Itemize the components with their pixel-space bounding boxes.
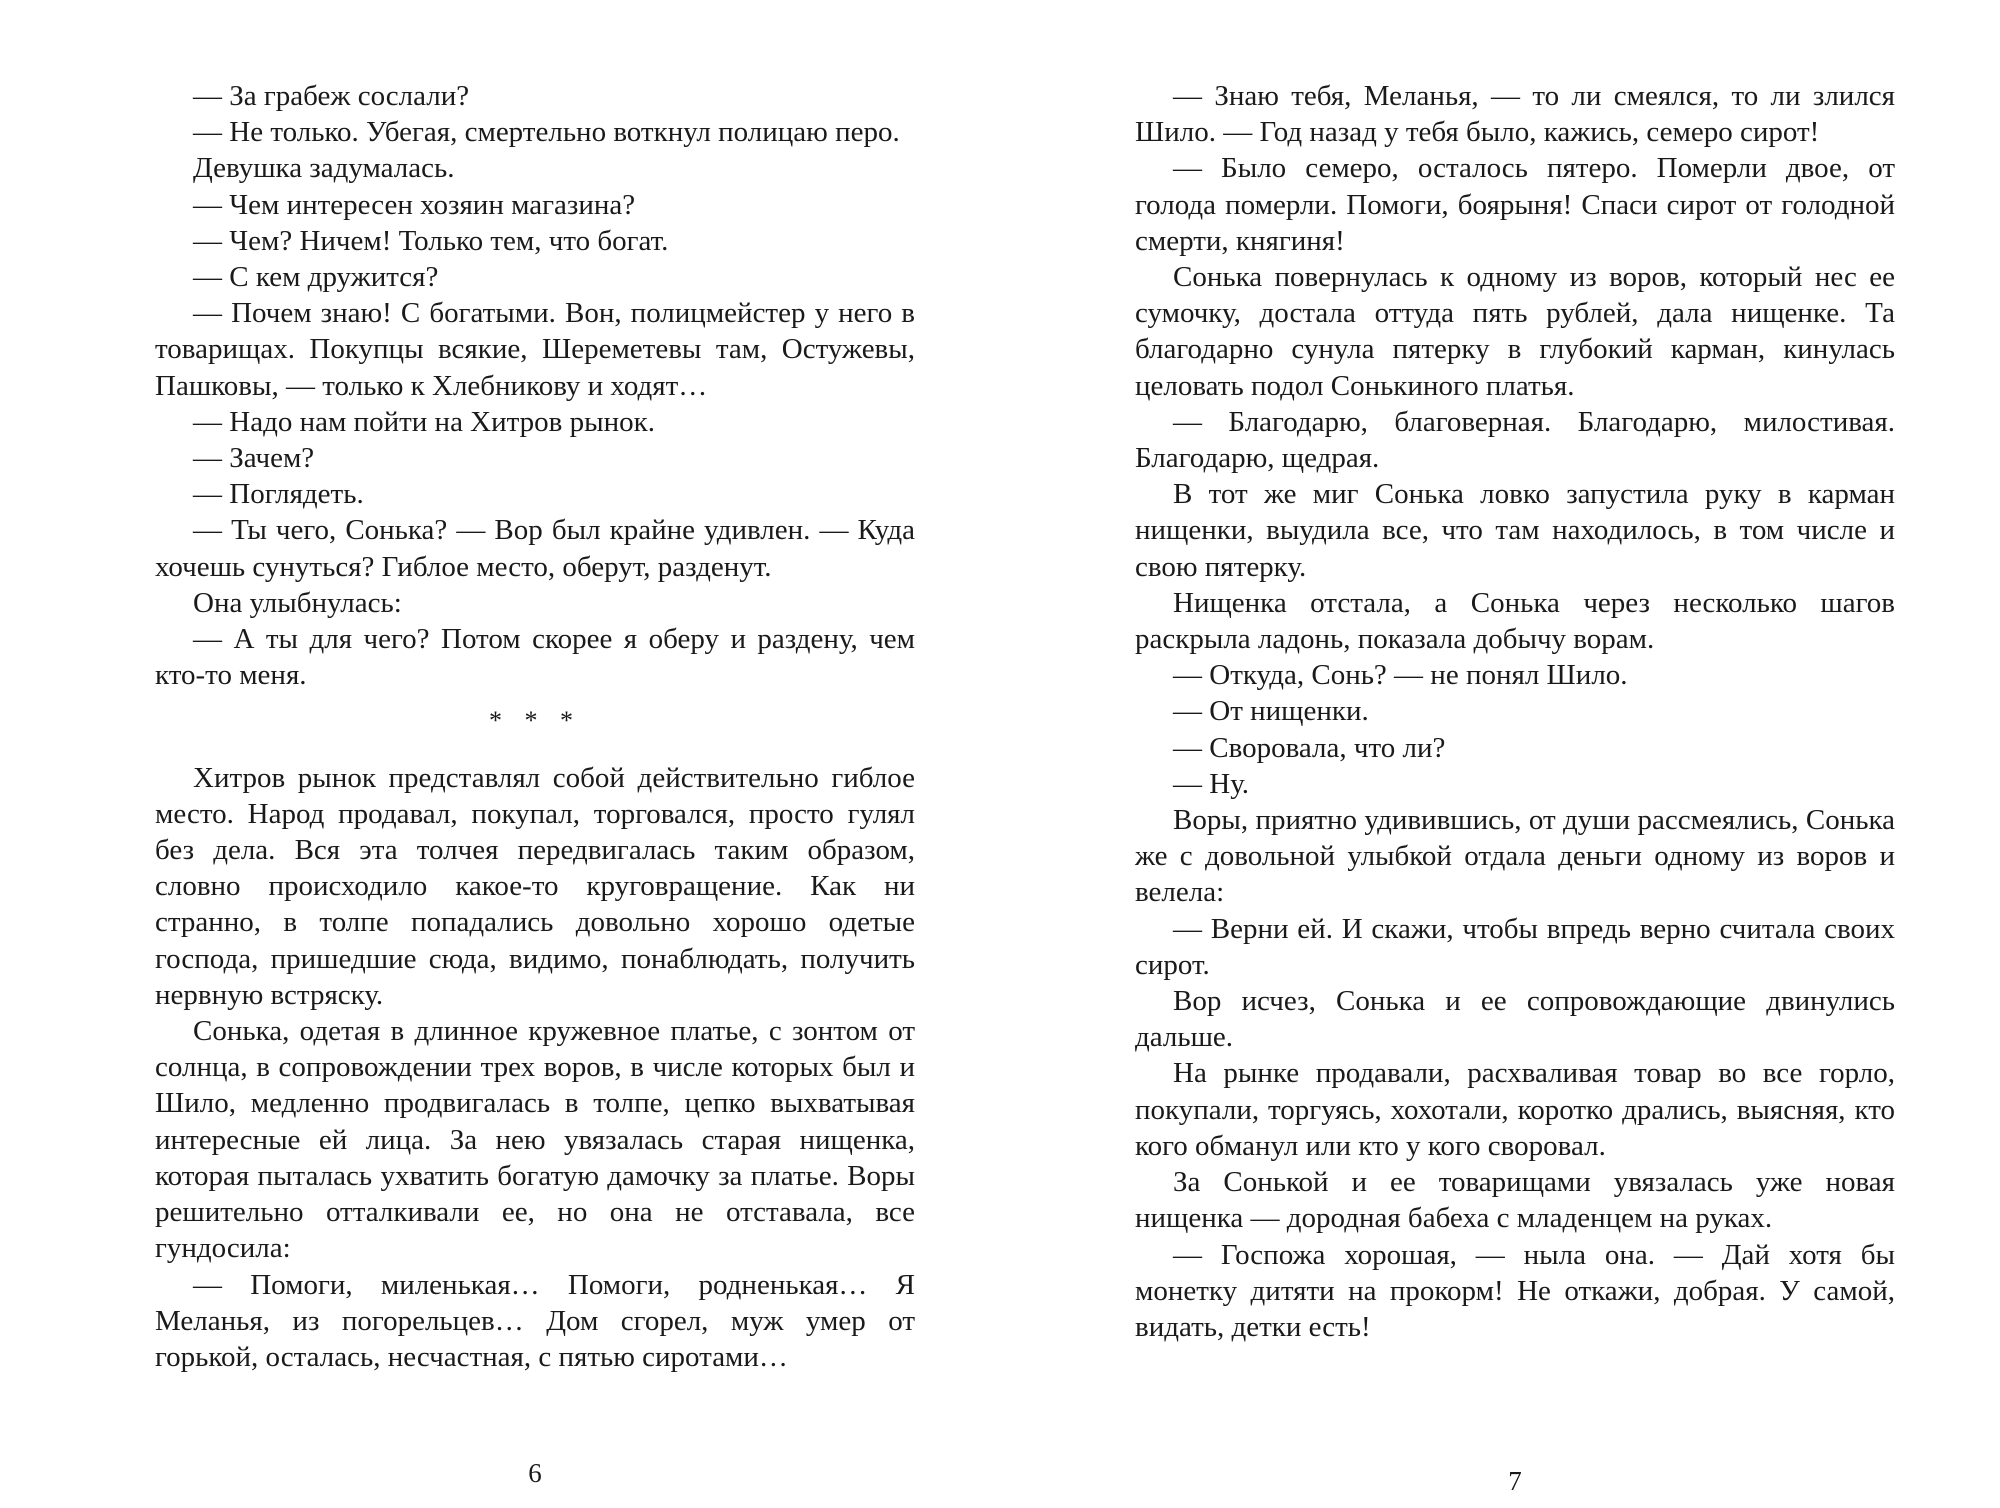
paragraph: — Поглядеть.	[193, 478, 364, 511]
paragraph: — Чем? Ничем! Только тем, что богат.	[193, 224, 669, 257]
paragraph: Сонька повернулась к одному из воров, который нес ее сумочку, достала оттуда пять рублей, дала нищенке. Та благодарно сунула пятерку в глубокий карман, кинулась целовать подол Сонькиного платья.	[1135, 261, 1895, 402]
paragraph: — А ты для чего? Потом скорее я оберу и раздену, чем кто-то меня.	[155, 623, 915, 692]
paragraph: Сонька, одетая в длинное кружевное платье, с зонтом от солнца, в сопровождении трех воров, в числе которых был и Шило, медленно продвигалась в толпе, цепко выхватывая интересные ей лица. За нею увязалась старая нищенка, которая пыталась ухватить богатую дамочку за платье. Воры решительно отталкивали ее, но она не отставала, все гундосила:	[155, 1015, 915, 1265]
paragraph: — Откуда, Сонь? — не понял Шило.	[1173, 659, 1628, 692]
paragraph: — С кем дружится?	[193, 261, 439, 294]
paragraph: — Госпожа хорошая, — ныла она. — Дай хотя бы монетку дитяти на прокорм! Не откажи, добрая. У самой, видать, детки есть!	[1135, 1238, 1895, 1343]
paragraph: — Было семеро, осталось пятеро. Померли двое, от голода померли. Помоги, боярыня! Спаси сирот от голодной смерти, княгиня!	[1135, 152, 1895, 257]
paragraph: — За грабеж сослали?	[193, 80, 470, 112]
paragraph: — Ты чего, Сонька? — Вор был крайне удивлен. — Куда хочешь сунуться? Гиблое место, оберут, разденут.	[155, 514, 915, 583]
paragraph: — От нищенки.	[1173, 695, 1369, 728]
page-number: 6	[528, 1458, 542, 1488]
paragraph: Девушка задумалась.	[193, 152, 455, 185]
paragraph: — Благодарю, благоверная. Благодарю, милостивая. Благодарю, щедрая.	[1135, 405, 1895, 475]
paragraph: — Зачем?	[193, 442, 315, 475]
paragraph: — Не только. Убегая, смертельно воткнул полицаю перо.	[193, 116, 900, 149]
right-page-text	[1135, 78, 1895, 1408]
paragraph: За Сонькой и ее товарищами увязалась уже новая нищенка — дородная бабеха с младенцем на руках.	[1135, 1166, 1895, 1235]
page-number: 7	[1508, 1466, 1522, 1496]
paragraph: Хитров рынок представлял собой действительно гиблое место. Народ продавал, покупал, торговался, просто гулял без дела. Вся эта толчея передвигалась таким образом, словно происходило какое-то круговращение. Как ни странно, в толпе попадались довольно хорошо одетые господа, пришедшие сюда, видимо, понаблюдать, получить нервную встряску.	[155, 761, 915, 1011]
paragraph: — Почем знаю! С богатыми. Вон, полицмейстер у него в товарищах. Покупцы всякие, Шереметевы там, Остужевы, Пашковы, — только к Хлебникову и ходят…	[155, 297, 915, 402]
paragraph: — Ну.	[1173, 767, 1250, 800]
paragraph: — Своровала, что ли?	[1173, 731, 1446, 764]
paragraph: В тот же миг Сонька ловко запустила руку в карман нищенки, выудила все, что там находилось, в том числе и свою пятерку.	[1135, 478, 1895, 583]
paragraph: Она улыбнулась:	[193, 586, 402, 619]
paragraph: — Чем интересен хозяин магазина?	[193, 188, 636, 221]
section-separator: * * *	[489, 706, 581, 736]
paragraph: На рынке продавали, расхваливая товар во все горло, покупали, торгуясь, хохотали, коротко дрались, выясняя, кто кого обманул или кто у кого своровал.	[1135, 1057, 1895, 1162]
paragraph: — Верни ей. И скажи, чтобы впредь верно считала своих сирот.	[1135, 912, 1895, 981]
paragraph: Вор исчез, Сонька и ее сопровождающие двинулись дальше.	[1135, 985, 1895, 1054]
paragraph: — Надо нам пойти на Хитров рынок.	[193, 405, 655, 438]
paragraph: Воры, приятно удивившись, от души рассмеялись, Сонька же с довольной улыбкой отдала деньги одному из воров и велела:	[1135, 804, 1895, 909]
paragraph: — Помоги, миленькая… Помоги, родненькая… Я Меланья, из погорельцев… Дом сгорел, муж умер от горькой, осталась, несчастная, с пятью сиротами…	[155, 1268, 915, 1373]
paragraph: — Знаю тебя, Меланья, — то ли смеялся, то ли злился Шило. — Год назад у тебя было, кажись, семеро сирот!	[1135, 80, 1895, 149]
paragraph: Нищенка отстала, а Сонька через несколько шагов раскрыла ладонь, показала добычу ворам.	[1135, 586, 1895, 656]
right-page	[1135, 78, 1895, 1498]
left-page-text	[155, 78, 915, 1408]
left-page	[155, 78, 915, 1498]
